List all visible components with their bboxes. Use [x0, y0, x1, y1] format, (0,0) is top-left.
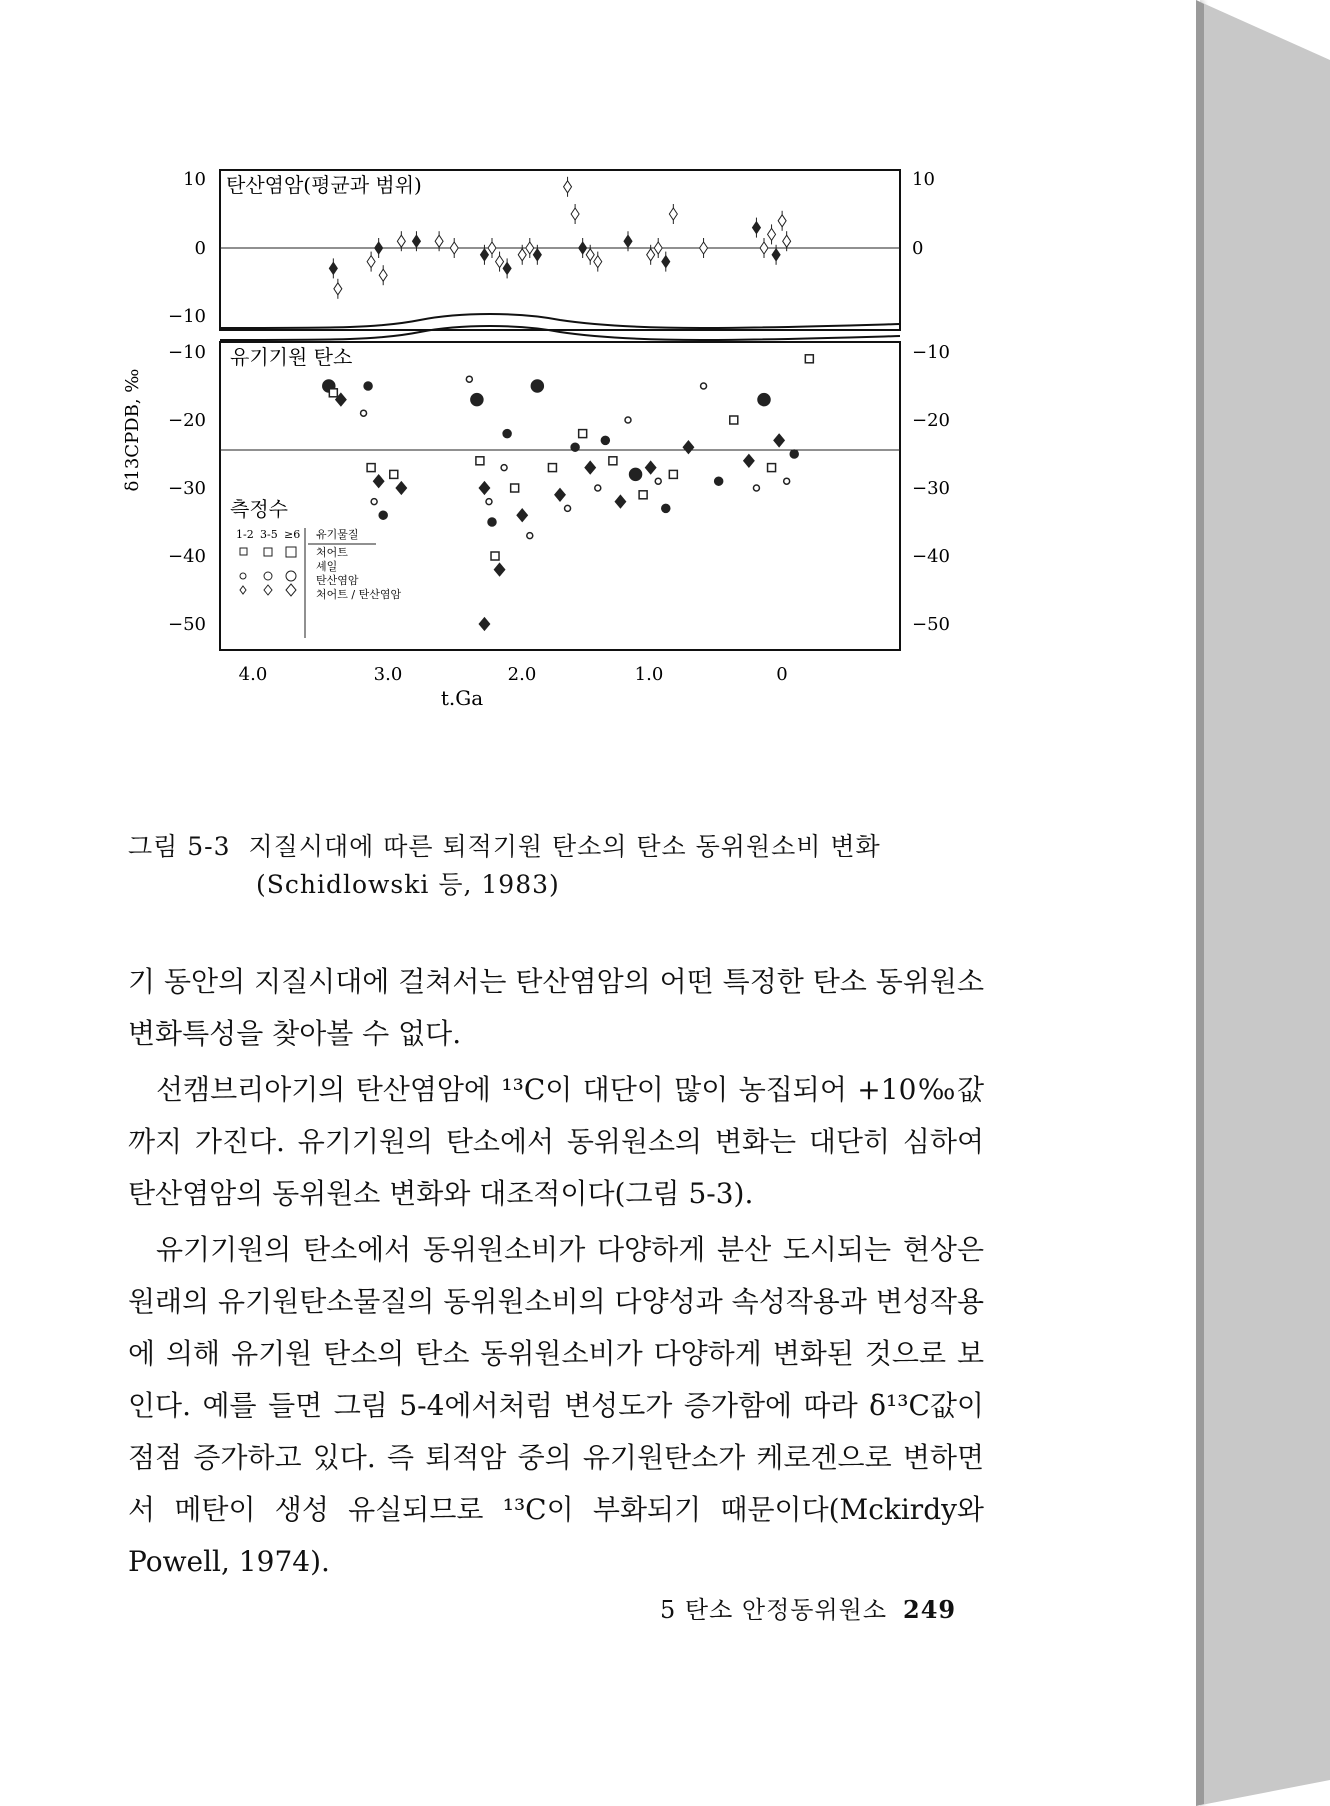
organic-carbon-point: [615, 496, 625, 508]
x-tick-1: 1.0: [634, 664, 664, 685]
organic-carbon-point: [329, 389, 337, 397]
book-edge: [1196, 0, 1330, 1806]
organic-carbon-point: [601, 436, 609, 444]
legend-title: 측정수: [230, 497, 288, 521]
legend-circle-symbol: [286, 571, 296, 581]
organic-carbon-point: [595, 485, 601, 491]
organic-carbon-point: [503, 430, 511, 438]
caption-text: 지질시대에 따른 퇴적기원 탄소의 탄소 동위원소비 변화: [248, 832, 881, 861]
top-panel-title: 탄산염암(평균과 범위): [226, 173, 422, 197]
organic-carbon-point: [548, 464, 556, 472]
carbonate-point: [379, 269, 387, 281]
organic-carbon-point: [531, 380, 543, 392]
x-tick-3: 3.0: [373, 664, 403, 685]
carbonate-point: [768, 228, 776, 240]
organic-carbon-point: [758, 394, 770, 406]
organic-carbon-point: [579, 430, 587, 438]
carbonate-point: [526, 242, 534, 254]
x-tick-0: 0: [776, 664, 788, 685]
legend-diamond-symbol: [264, 585, 272, 595]
caption-number: 그림 5-3: [128, 832, 231, 861]
y-tick-right-neg50: −50: [912, 614, 950, 635]
carbonate-point: [518, 249, 526, 261]
legend-square-symbol: [264, 548, 272, 556]
carbonate-point: [647, 249, 655, 261]
y-tick-top-neg10: −10: [168, 306, 206, 327]
book-edge-face: [1196, 0, 1330, 1806]
organic-carbon-point: [730, 416, 738, 424]
carbonate-point: [412, 235, 420, 247]
carbonate-point: [662, 256, 670, 268]
organic-carbon-point: [501, 465, 507, 471]
carbonate-point: [669, 208, 677, 220]
y-tick-right-neg30: −30: [912, 478, 950, 499]
x-tick-4: 4.0: [238, 664, 268, 685]
y-tick-right-top-0: 0: [912, 238, 924, 259]
organic-carbon-point: [715, 477, 723, 485]
organic-carbon-point: [488, 518, 496, 526]
legend: [230, 497, 401, 638]
carbonate-point: [654, 242, 662, 254]
page-footer: [660, 1590, 956, 1625]
carbonate-point: [772, 249, 780, 261]
organic-carbon-point: [471, 394, 483, 406]
organic-carbon-point: [466, 376, 472, 382]
running-header: 5 탄소 안정동위원소: [660, 1596, 887, 1624]
carbonate-point: [367, 256, 375, 268]
carbonate-point: [488, 242, 496, 254]
carbonate-point: [783, 235, 791, 247]
organic-carbon-point: [655, 478, 661, 484]
carbonate-point: [533, 249, 541, 261]
carbonate-point: [564, 181, 572, 193]
carbonate-point: [752, 222, 760, 234]
y-tick-right-neg10: −10: [912, 342, 950, 363]
body-text: [128, 956, 984, 1592]
carbonate-point: [334, 283, 342, 295]
carbonate-point: [503, 262, 511, 274]
y-tick-bottom-neg40: −40: [168, 546, 206, 567]
organic-carbon-point: [367, 464, 375, 472]
legend-row-shale: 셰일: [316, 560, 338, 573]
organic-carbon-point: [662, 504, 670, 512]
legend-col-4: 유기물질: [316, 528, 359, 541]
organic-carbon-point: [790, 450, 798, 458]
page-number: 249: [903, 1595, 957, 1624]
legend-col-2: 3-5: [260, 528, 278, 541]
legend-row-chert: 처어트: [316, 546, 348, 559]
organic-carbon-point: [784, 478, 790, 484]
organic-carbon-point: [517, 509, 527, 521]
carbonate-point: [496, 256, 504, 268]
organic-carbon-point: [625, 417, 631, 423]
organic-carbon-point: [495, 564, 505, 576]
organic-carbon-point: [527, 533, 533, 539]
y-tick-bottom-neg50: −50: [168, 614, 206, 635]
carbonate-point: [700, 242, 708, 254]
organic-carbon-point: [805, 355, 813, 363]
carbonate-point: [435, 235, 443, 247]
organic-carbon-point: [774, 434, 784, 446]
y-tick-right-neg40: −40: [912, 546, 950, 567]
isotope-chart: [120, 160, 960, 820]
y-tick-bottom-neg30: −30: [168, 478, 206, 499]
organic-carbon-point: [374, 475, 384, 487]
x-axis-label: t.Ga: [440, 686, 484, 710]
organic-carbon-point: [669, 470, 677, 478]
organic-carbon-point: [555, 489, 565, 501]
organic-carbon-point: [379, 511, 387, 519]
carbonate-point: [375, 242, 383, 254]
legend-diamond-symbol: [286, 584, 296, 596]
organic-carbon-point: [390, 470, 398, 478]
organic-carbon-point: [361, 410, 367, 416]
organic-carbon-point: [701, 383, 707, 389]
legend-square-symbol: [240, 548, 247, 555]
y-tick-right-top-10: 10: [912, 169, 935, 190]
carbonate-point: [579, 242, 587, 254]
organic-carbon-point: [630, 468, 642, 480]
organic-carbon-point: [646, 462, 656, 474]
legend-row-mixed: 처어트 / 탄산염암: [316, 588, 402, 601]
organic-carbon-point: [639, 491, 647, 499]
organic-carbon-point: [396, 482, 406, 494]
organic-carbon-point: [364, 382, 372, 390]
organic-carbon-point: [479, 482, 489, 494]
carbonate-point: [778, 215, 786, 227]
carbonate-point: [480, 249, 488, 261]
figure-caption: [128, 828, 984, 904]
bottom-panel-title: 유기기원 탄소: [230, 345, 353, 369]
organic-carbon-point: [486, 499, 492, 505]
y-tick-right-neg20: −20: [912, 410, 950, 431]
book-edge-shade: [1196, 0, 1204, 1806]
y-tick-top-0: 0: [194, 238, 206, 259]
paragraph: 유기기원의 탄소에서 동위원소비가 다양하게 분산 도시되는 현상은 원래의 유기원탄소물질의 동위원소비의 다양성과 속성작용과 변성작용에 의해 유기원 탄소의 탄소 동위원소비가 다양하게 변화된 것으로 보인다. 예를 들면 그림 5-4에서처럼 변성도가 증가함에 따라 δ¹³C값이 점점 증가하고 있다. 즉 퇴적암 중의 유기원탄소가 케로겐으로 변하면서 메탄이 생성 유실되므로 ¹³C이 부화되기 때문이다(Mckirdy와 Powell, 1974).: [128, 1233, 984, 1578]
organic-carbon-point: [565, 505, 571, 511]
organic-carbon-point: [768, 464, 776, 472]
legend-row-carbonate: 탄산염암: [316, 574, 359, 587]
organic-carbon-point: [511, 484, 519, 492]
y-tick-top-10: 10: [183, 169, 206, 190]
legend-col-3: ≥6: [284, 528, 301, 541]
paragraph: 기 동안의 지질시대에 걸쳐서는 탄산염암의 어떤 특정한 탄소 동위원소 변화특성을 찾아볼 수 없다.: [128, 965, 984, 1050]
organic-carbon-point: [683, 441, 693, 453]
organic-carbon-point: [585, 462, 595, 474]
paragraph: 선캠브리아기의 탄산염암에 ¹³C이 대단이 많이 농집되어 +10‰값까지 가진다. 유기기원의 탄소에서 동위원소의 변화는 대단히 심하여 탄산염암의 동위원소 변화와 대조적이다(그림 5-3).: [128, 1073, 984, 1210]
organic-carbon-point: [744, 455, 754, 467]
organic-carbon-point: [371, 499, 377, 505]
organic-carbon-point: [571, 443, 579, 451]
organic-carbon-point: [479, 618, 489, 630]
carbonate-point: [329, 262, 337, 274]
organic-carbon-point: [491, 552, 499, 560]
carbonate-point: [397, 235, 405, 247]
axis-break: [220, 314, 900, 328]
y-tick-bottom-neg20: −20: [168, 410, 206, 431]
carbonate-point: [594, 256, 602, 268]
x-tick-2: 2.0: [507, 664, 537, 685]
legend-square-symbol: [286, 547, 296, 557]
legend-col-1: 1-2: [236, 528, 254, 541]
carbonate-point: [586, 249, 594, 261]
organic-carbon-point: [476, 457, 484, 465]
caption-source: (Schidlowski 등, 1983): [256, 870, 560, 899]
organic-carbon-point: [753, 485, 759, 491]
y-axis-label: δ13CPDB, ‰: [122, 368, 143, 492]
legend-circle-symbol: [264, 572, 272, 580]
legend-circle-symbol: [240, 573, 246, 579]
carbonate-point: [450, 242, 458, 254]
organic-carbon-point: [609, 457, 617, 465]
legend-diamond-symbol: [240, 586, 246, 594]
carbonate-point: [571, 208, 579, 220]
carbonate-point: [624, 235, 632, 247]
carbonate-point: [760, 242, 768, 254]
y-tick-bottom-neg10: −10: [168, 342, 206, 363]
